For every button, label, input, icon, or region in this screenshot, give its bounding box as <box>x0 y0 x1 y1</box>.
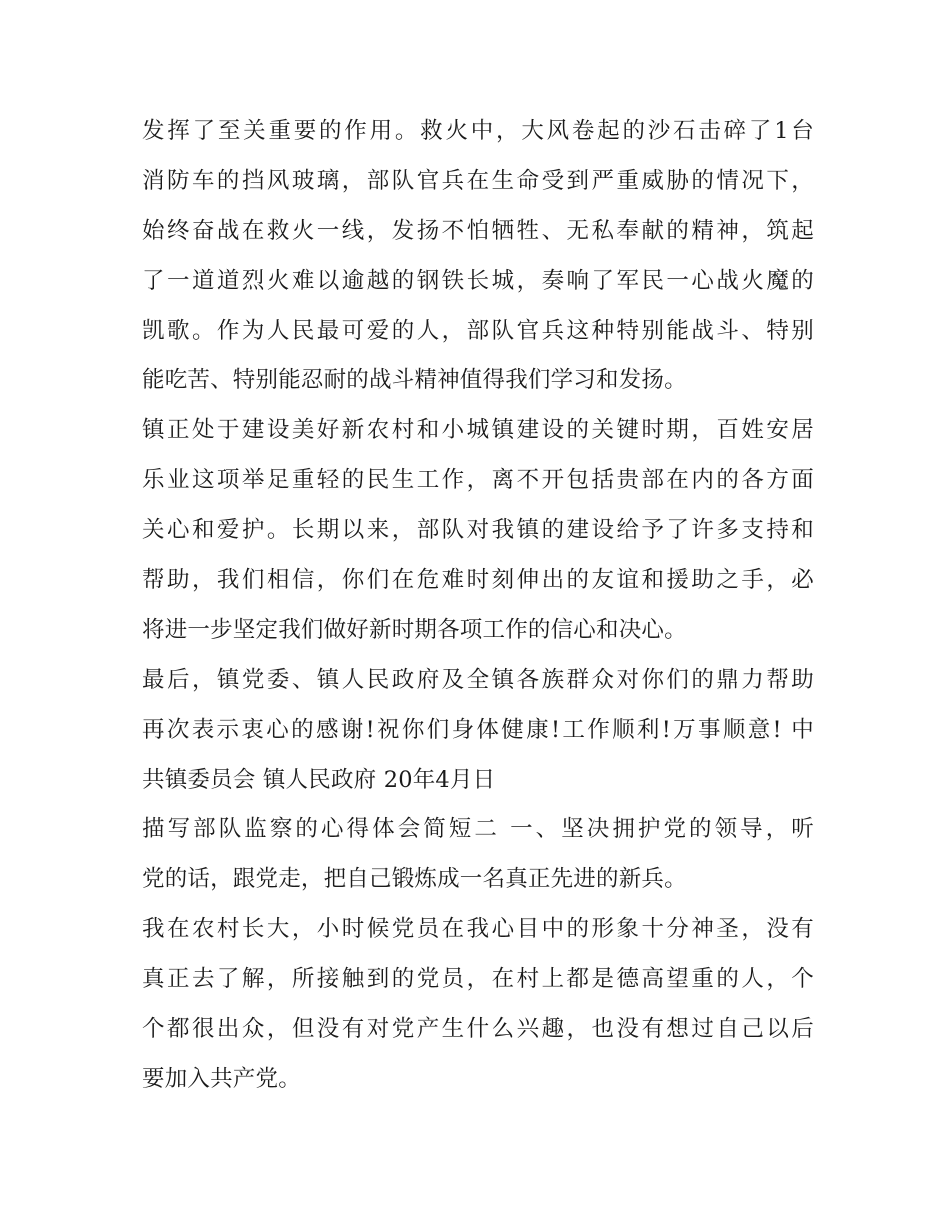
text-line: 共镇委员会 镇人民政府 20年4月日 <box>142 766 496 793</box>
text-line: 党的话，跟党走，把自己锻炼成一名真正先进的新兵。 <box>142 866 687 893</box>
text-line: 描写部队监察的心得体会简短二 一、坚决拥护党的领导，听 <box>142 816 814 843</box>
text-line: 要加入共产党。 <box>142 1065 301 1092</box>
text-line: 镇正处于建设美好新农村和小城镇建设的关键时期，百姓安居 <box>142 417 814 444</box>
text-line: 真正去了解，所接触到的党员，在村上都是德高望重的人，个 <box>142 966 814 993</box>
text-line: 始终奋战在救火一线，发扬不怕牺牲、无私奉献的精神，筑起 <box>142 217 814 244</box>
text-line: 关心和爱护。长期以来，部队对我镇的建设给予了许多支持和 <box>142 517 814 544</box>
text-line: 发挥了至关重要的作用。救火中，大风卷起的沙石击碎了1台 <box>142 118 814 144</box>
text-line: 消防车的挡风玻璃，部队官兵在生命受到严重威胁的情况下， <box>142 167 814 194</box>
text-line: 能吃苦、特别能忍耐的战斗精神值得我们学习和发扬。 <box>142 367 687 394</box>
text-line: 将进一步坚定我们做好新时期各项工作的信心和决心。 <box>142 616 687 643</box>
text-line: 凯歌。作为人民最可爱的人，部队官兵这种特别能战斗、特别 <box>142 317 814 344</box>
text-line: 再次表示衷心的感谢!祝你们身体健康!工作顺利!万事顺意! 中 <box>142 716 814 743</box>
text-line: 帮助，我们相信，你们在危难时刻伸出的友谊和援助之手，必 <box>142 567 814 594</box>
text-line: 乐业这项举足重轻的民生工作，离不开包括贵部在内的各方面 <box>142 467 814 494</box>
body-text <box>142 107 814 1105</box>
text-line: 我在农村长大，小时候党员在我心目中的形象十分神圣，没有 <box>142 916 814 943</box>
text-line: 了一道道烈火难以逾越的钢铁长城，奏响了军民一心战火魔的 <box>142 267 814 294</box>
text-line: 最后，镇党委、镇人民政府及全镇各族群众对你们的鼎力帮助 <box>142 666 814 693</box>
text-line: 个都很出众，但没有对党产生什么兴趣，也没有想过自己以后 <box>142 1016 814 1043</box>
